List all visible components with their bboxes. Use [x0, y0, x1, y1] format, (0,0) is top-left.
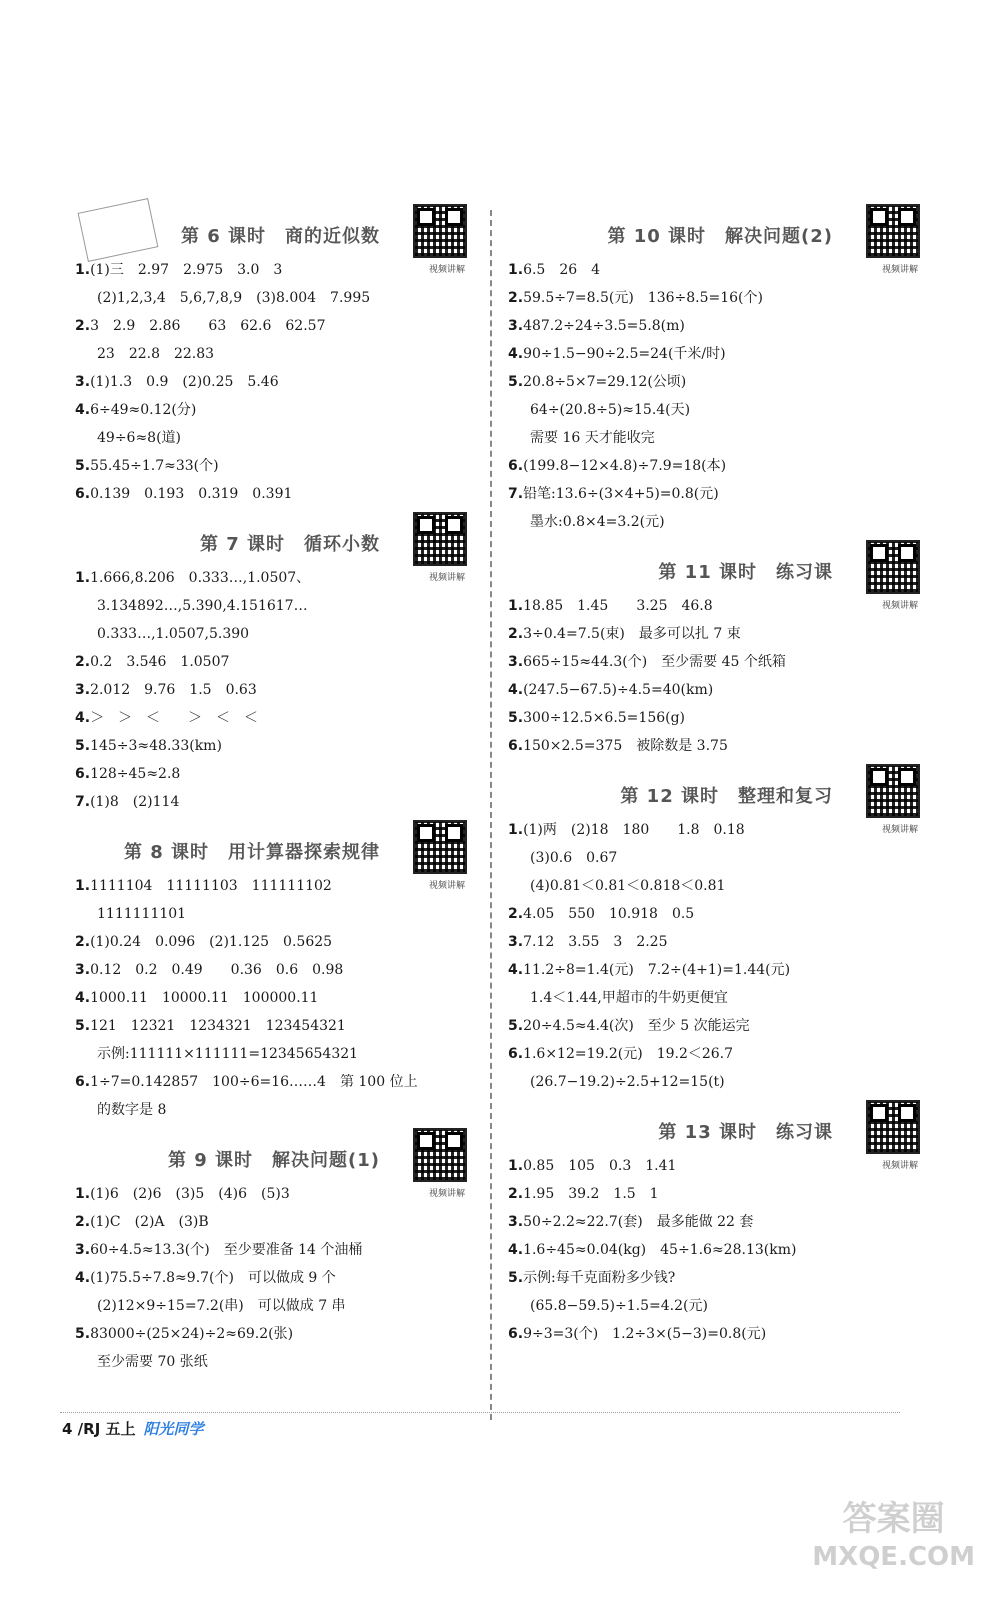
answer-line [75, 424, 475, 452]
question-number: 3. [508, 1214, 524, 1230]
answer-line [75, 956, 475, 984]
answer-text: 50÷2.2≈22.7(套) 最多能做 22 套 [523, 1214, 754, 1230]
answer-text: 1.4＜1.44,甲超市的牛奶更便宜 [530, 990, 728, 1006]
qr-label: 视频讲解 [881, 1161, 918, 1171]
answer-line [75, 1320, 475, 1348]
answer-line [508, 452, 928, 480]
question-number: 3. [508, 318, 524, 334]
answer-text: 墨水:0.8×4=3.2(元) [530, 514, 665, 530]
answer-text: 1.95 39.2 1.5 1 [523, 1186, 659, 1202]
question-number: 5. [508, 1018, 524, 1034]
answer-text: 23 22.8 22.83 [97, 346, 215, 362]
answer-text: 6.5 26 4 [523, 262, 601, 278]
qr-code-icon[interactable] [413, 204, 467, 258]
qr-code-icon[interactable] [866, 764, 920, 818]
question-number: 6. [508, 1326, 524, 1342]
answer-text: 0.139 0.193 0.319 0.391 [90, 486, 293, 502]
watermark-line1: 答案圈 [842, 1499, 945, 1539]
question-number: 3. [508, 934, 524, 950]
answer-text: 3.134892…,5.390,4.151617… [97, 598, 308, 614]
section-title: 第 6 课时 商的近似数 [180, 226, 380, 247]
answer-line [508, 368, 928, 396]
brand-logo: 阳光同学 [143, 1420, 204, 1438]
answer-text: 示例:111111×111111=12345654321 [97, 1046, 359, 1062]
lesson-section [75, 816, 475, 1124]
answer-text: (1)8 (2)114 [90, 794, 180, 810]
answer-text: 49÷6≈8(道) [97, 430, 182, 446]
answer-text: 1÷7=0.142857 100÷6=16……4 第 100 位上 [90, 1074, 418, 1090]
watermark-line2: MXQE.COM [812, 1542, 975, 1572]
question-number: 1. [508, 822, 524, 838]
answer-text: (199.8−12×4.8)÷7.9=18(本) [523, 458, 727, 474]
question-number: 5. [75, 1018, 91, 1034]
answer-line [75, 1068, 475, 1096]
answer-text: 0.85 105 0.3 1.41 [523, 1158, 677, 1174]
answer-line [508, 396, 928, 424]
qr-label: 视频讲解 [428, 1189, 465, 1199]
section-title: 第 8 课时 用计算器探索规律 [123, 842, 380, 863]
column-divider [490, 210, 492, 1420]
answer-text: (247.5−67.5)÷4.5=40(km) [523, 682, 714, 698]
answer-line [508, 1208, 928, 1236]
answer-text: 4.05 550 10.918 0.5 [523, 906, 695, 922]
question-number: 4. [508, 962, 524, 978]
answer-line [508, 1068, 928, 1096]
section-title: 第 11 课时 练习课 [658, 562, 833, 583]
answer-text: 20÷4.5≈4.4(次) 至少 5 次能运完 [523, 1018, 750, 1034]
answer-text: 1.6×12=19.2(元) 19.2＜26.7 [523, 1046, 734, 1062]
answer-text: 150×2.5=375 被除数是 3.75 [523, 738, 728, 754]
answer-text: 3÷0.4=7.5(束) 最多可以扎 7 束 [523, 626, 741, 642]
answer-line [75, 984, 475, 1012]
question-number: 2. [75, 1214, 91, 1230]
qr-code-icon[interactable] [866, 204, 920, 258]
question-number: 2. [75, 654, 91, 670]
question-number: 6. [508, 1046, 524, 1062]
answer-line [75, 396, 475, 424]
answer-line [508, 620, 928, 648]
qr-label: 视频讲解 [428, 881, 465, 891]
question-number: 2. [508, 1186, 524, 1202]
question-number: 4. [508, 346, 524, 362]
answer-line [75, 1292, 475, 1320]
answer-line [75, 1208, 475, 1236]
question-number: 2. [508, 906, 524, 922]
answer-text: (1)1.3 0.9 (2)0.25 5.46 [90, 374, 279, 390]
question-number: 5. [508, 1270, 524, 1286]
answer-text: 145÷3≈48.33(km) [90, 738, 222, 754]
answer-text: (4)0.81＜0.81＜0.818＜0.81 [530, 878, 726, 894]
question-number: 1. [508, 262, 524, 278]
answer-text: 1.6÷45≈0.04(kg) 45÷1.6≈28.13(km) [523, 1242, 797, 1258]
question-number: 6. [75, 486, 91, 502]
answer-line [75, 312, 475, 340]
question-number: 6. [508, 458, 524, 474]
answer-text: (2)1,2,3,4 5,6,7,8,9 (3)8.004 7.995 [97, 290, 371, 306]
answer-line [508, 256, 928, 284]
section-title: 第 12 课时 整理和复习 [620, 786, 833, 807]
answer-line [508, 1180, 928, 1208]
answer-text: 2.012 9.76 1.5 0.63 [90, 682, 257, 698]
answer-text: 7.12 3.55 3 2.25 [523, 934, 668, 950]
qr-code-icon[interactable] [413, 512, 467, 566]
answer-text: 128÷45≈2.8 [90, 766, 181, 782]
answer-text: 至少需要 70 张纸 [97, 1354, 208, 1370]
qr-code-icon[interactable] [866, 540, 920, 594]
qr-code-icon[interactable] [413, 1128, 467, 1182]
question-number: 6. [75, 766, 91, 782]
answer-line [508, 872, 928, 900]
answer-line [508, 424, 928, 452]
answer-text: 6÷49≈0.12(分) [90, 402, 197, 418]
answer-text: 的数字是 8 [97, 1102, 167, 1118]
question-number: 3. [75, 962, 91, 978]
answer-text: 1.666,8.206 0.333…,1.0507、 [90, 570, 311, 586]
answer-line [75, 900, 475, 928]
answer-line [508, 704, 928, 732]
answer-line [508, 844, 928, 872]
answer-line [75, 1096, 475, 1124]
question-number: 5. [75, 738, 91, 754]
question-number: 2. [75, 934, 91, 950]
answer-line [75, 620, 475, 648]
answer-line [75, 648, 475, 676]
answer-text: 9÷3=3(个) 1.2÷3×(5−3)=0.8(元) [523, 1326, 767, 1342]
answer-line [75, 788, 475, 816]
question-number: 3. [75, 374, 91, 390]
question-number: 5. [508, 710, 524, 726]
question-number: 7. [75, 794, 91, 810]
answer-text: 0.2 3.546 1.0507 [90, 654, 230, 670]
lesson-section [508, 760, 928, 1096]
page-footer [62, 1418, 204, 1439]
answer-text: 1111111101 [97, 906, 187, 922]
answer-text: 90÷1.5−90÷2.5=24(千米/时) [523, 346, 726, 362]
answer-text: 83000÷(25×24)÷2≈69.2(张) [90, 1326, 294, 1342]
qr-label: 视频讲解 [881, 601, 918, 611]
answer-line [75, 760, 475, 788]
answer-line [75, 1348, 475, 1376]
answer-line [508, 1040, 928, 1068]
answer-line [508, 1152, 928, 1180]
section-title: 第 13 课时 练习课 [658, 1122, 833, 1143]
answer-text: (3)0.6 0.67 [530, 850, 618, 866]
answer-line [508, 676, 928, 704]
answer-line [75, 340, 475, 368]
answer-text: (65.8−59.5)÷1.5=4.2(元) [530, 1298, 708, 1314]
answer-line [508, 480, 928, 508]
answer-text: 121 12321 1234321 123454321 [90, 1018, 346, 1034]
answer-text: 3 2.9 2.86 63 62.6 62.57 [90, 318, 326, 334]
question-number: 6. [508, 738, 524, 754]
question-number: 1. [508, 598, 524, 614]
answer-line [75, 1012, 475, 1040]
answer-line [508, 1292, 928, 1320]
answer-text: 示例:每千克面粉多少钱? [523, 1270, 676, 1286]
answer-line [75, 704, 475, 732]
answer-text: (2)12×9÷15=7.2(串) 可以做成 7 串 [97, 1298, 346, 1314]
answer-line [75, 872, 475, 900]
answer-text: 11.2÷8=1.4(元) 7.2÷(4+1)=1.44(元) [523, 962, 791, 978]
answer-text: 20.8÷5×7=29.12(公顷) [523, 374, 687, 390]
answer-line [508, 1012, 928, 1040]
question-number: 3. [75, 682, 91, 698]
answer-line [75, 564, 475, 592]
answer-text: (26.7−19.2)÷2.5+12=15(t) [530, 1074, 725, 1090]
section-title: 第 9 课时 解决问题(1) [167, 1150, 380, 1171]
answer-line [75, 1264, 475, 1292]
lesson-section [75, 508, 475, 816]
answer-text: 需要 16 天才能收完 [530, 430, 655, 446]
question-number: 6. [75, 1074, 91, 1090]
answer-line [75, 452, 475, 480]
answer-line [75, 732, 475, 760]
left-column [75, 200, 475, 1376]
answer-line [75, 256, 475, 284]
question-number: 1. [508, 1158, 524, 1174]
answer-text: 1111104 11111103 111111102 [90, 878, 332, 894]
qr-label: 视频讲解 [428, 573, 465, 583]
answer-line [508, 592, 928, 620]
answer-line [75, 368, 475, 396]
answer-line [75, 1236, 475, 1264]
answer-line [75, 1180, 475, 1208]
question-number: 4. [508, 1242, 524, 1258]
answer-line [508, 956, 928, 984]
answer-text: (1)6 (2)6 (3)5 (4)6 (5)3 [90, 1186, 290, 1202]
page-number: 4 /RJ 五上 [62, 1420, 136, 1438]
section-title: 第 10 课时 解决问题(2) [607, 226, 833, 247]
answer-text: (1)C (2)A (3)B [90, 1214, 209, 1230]
question-number: 1. [75, 262, 91, 278]
answer-text: (1)0.24 0.096 (2)1.125 0.5625 [90, 934, 333, 950]
answer-line [75, 928, 475, 956]
answer-text: 64÷(20.8÷5)≈15.4(天) [530, 402, 691, 418]
answer-line [508, 312, 928, 340]
question-number: 1. [75, 1186, 91, 1202]
answer-text: 487.2÷24÷3.5=5.8(m) [523, 318, 685, 334]
lesson-section [508, 200, 928, 536]
question-number: 4. [75, 710, 91, 726]
question-number: 2. [508, 290, 524, 306]
question-number: 2. [75, 318, 91, 334]
answer-line [75, 592, 475, 620]
answer-text: (1)三 2.97 2.975 3.0 3 [90, 262, 283, 278]
answer-line [75, 284, 475, 312]
answer-line [508, 1236, 928, 1264]
answer-text: (1)75.5÷7.8≈9.7(个) 可以做成 9 个 [90, 1270, 336, 1286]
answer-text: 0.12 0.2 0.49 0.36 0.6 0.98 [90, 962, 344, 978]
answer-line [508, 732, 928, 760]
question-number: 5. [75, 1326, 91, 1342]
answer-line [75, 676, 475, 704]
answer-text: ＞ ＞ ＜ ＞ ＜ ＜ [90, 710, 259, 726]
qr-code-icon[interactable] [413, 820, 467, 874]
answer-text: 59.5÷7=8.5(元) 136÷8.5=16(个) [523, 290, 763, 306]
answer-text: 0.333…,1.0507,5.390 [97, 626, 250, 642]
answer-line [508, 284, 928, 312]
answer-line [508, 900, 928, 928]
qr-label: 视频讲解 [881, 825, 918, 835]
answer-text: 18.85 1.45 3.25 46.8 [523, 598, 713, 614]
footer-rule [60, 1412, 900, 1413]
qr-label: 视频讲解 [428, 265, 465, 275]
lesson-section [75, 1124, 475, 1376]
lesson-section [508, 1096, 928, 1348]
qr-label: 视频讲解 [881, 265, 918, 275]
answer-line [508, 928, 928, 956]
section-title: 第 7 课时 循环小数 [199, 534, 380, 555]
lesson-section [75, 200, 475, 508]
question-number: 1. [75, 570, 91, 586]
right-column [508, 200, 928, 1348]
watermark [812, 1500, 975, 1576]
answer-line [508, 648, 928, 676]
answer-text: 1000.11 10000.11 100000.11 [90, 990, 319, 1006]
answer-line [508, 1264, 928, 1292]
answer-line [75, 1040, 475, 1068]
answer-line [75, 480, 475, 508]
answer-text: (1)两 (2)18 180 1.8 0.18 [523, 822, 745, 838]
answer-text: 铅笔:13.6÷(3×4+5)=0.8(元) [523, 486, 719, 502]
question-number: 4. [75, 1270, 91, 1286]
question-number: 4. [508, 682, 524, 698]
answer-text: 300÷12.5×6.5=156(g) [523, 710, 686, 726]
question-number: 3. [508, 654, 524, 670]
question-number: 4. [75, 990, 91, 1006]
question-number: 2. [508, 626, 524, 642]
question-number: 5. [508, 374, 524, 390]
answer-line [508, 816, 928, 844]
answer-text: 55.45÷1.7≈33(个) [90, 458, 219, 474]
answer-line [508, 984, 928, 1012]
lesson-section [508, 536, 928, 760]
answer-text: 665÷15≈44.3(个) 至少需要 45 个纸箱 [523, 654, 786, 670]
answer-line [508, 508, 928, 536]
question-number: 4. [75, 402, 91, 418]
question-number: 7. [508, 486, 524, 502]
answer-line [508, 1320, 928, 1348]
question-number: 5. [75, 458, 91, 474]
answer-line [508, 340, 928, 368]
question-number: 3. [75, 1242, 91, 1258]
question-number: 1. [75, 878, 91, 894]
qr-code-icon[interactable] [866, 1100, 920, 1154]
answer-text: 60÷4.5≈13.3(个) 至少要准备 14 个油桶 [90, 1242, 363, 1258]
